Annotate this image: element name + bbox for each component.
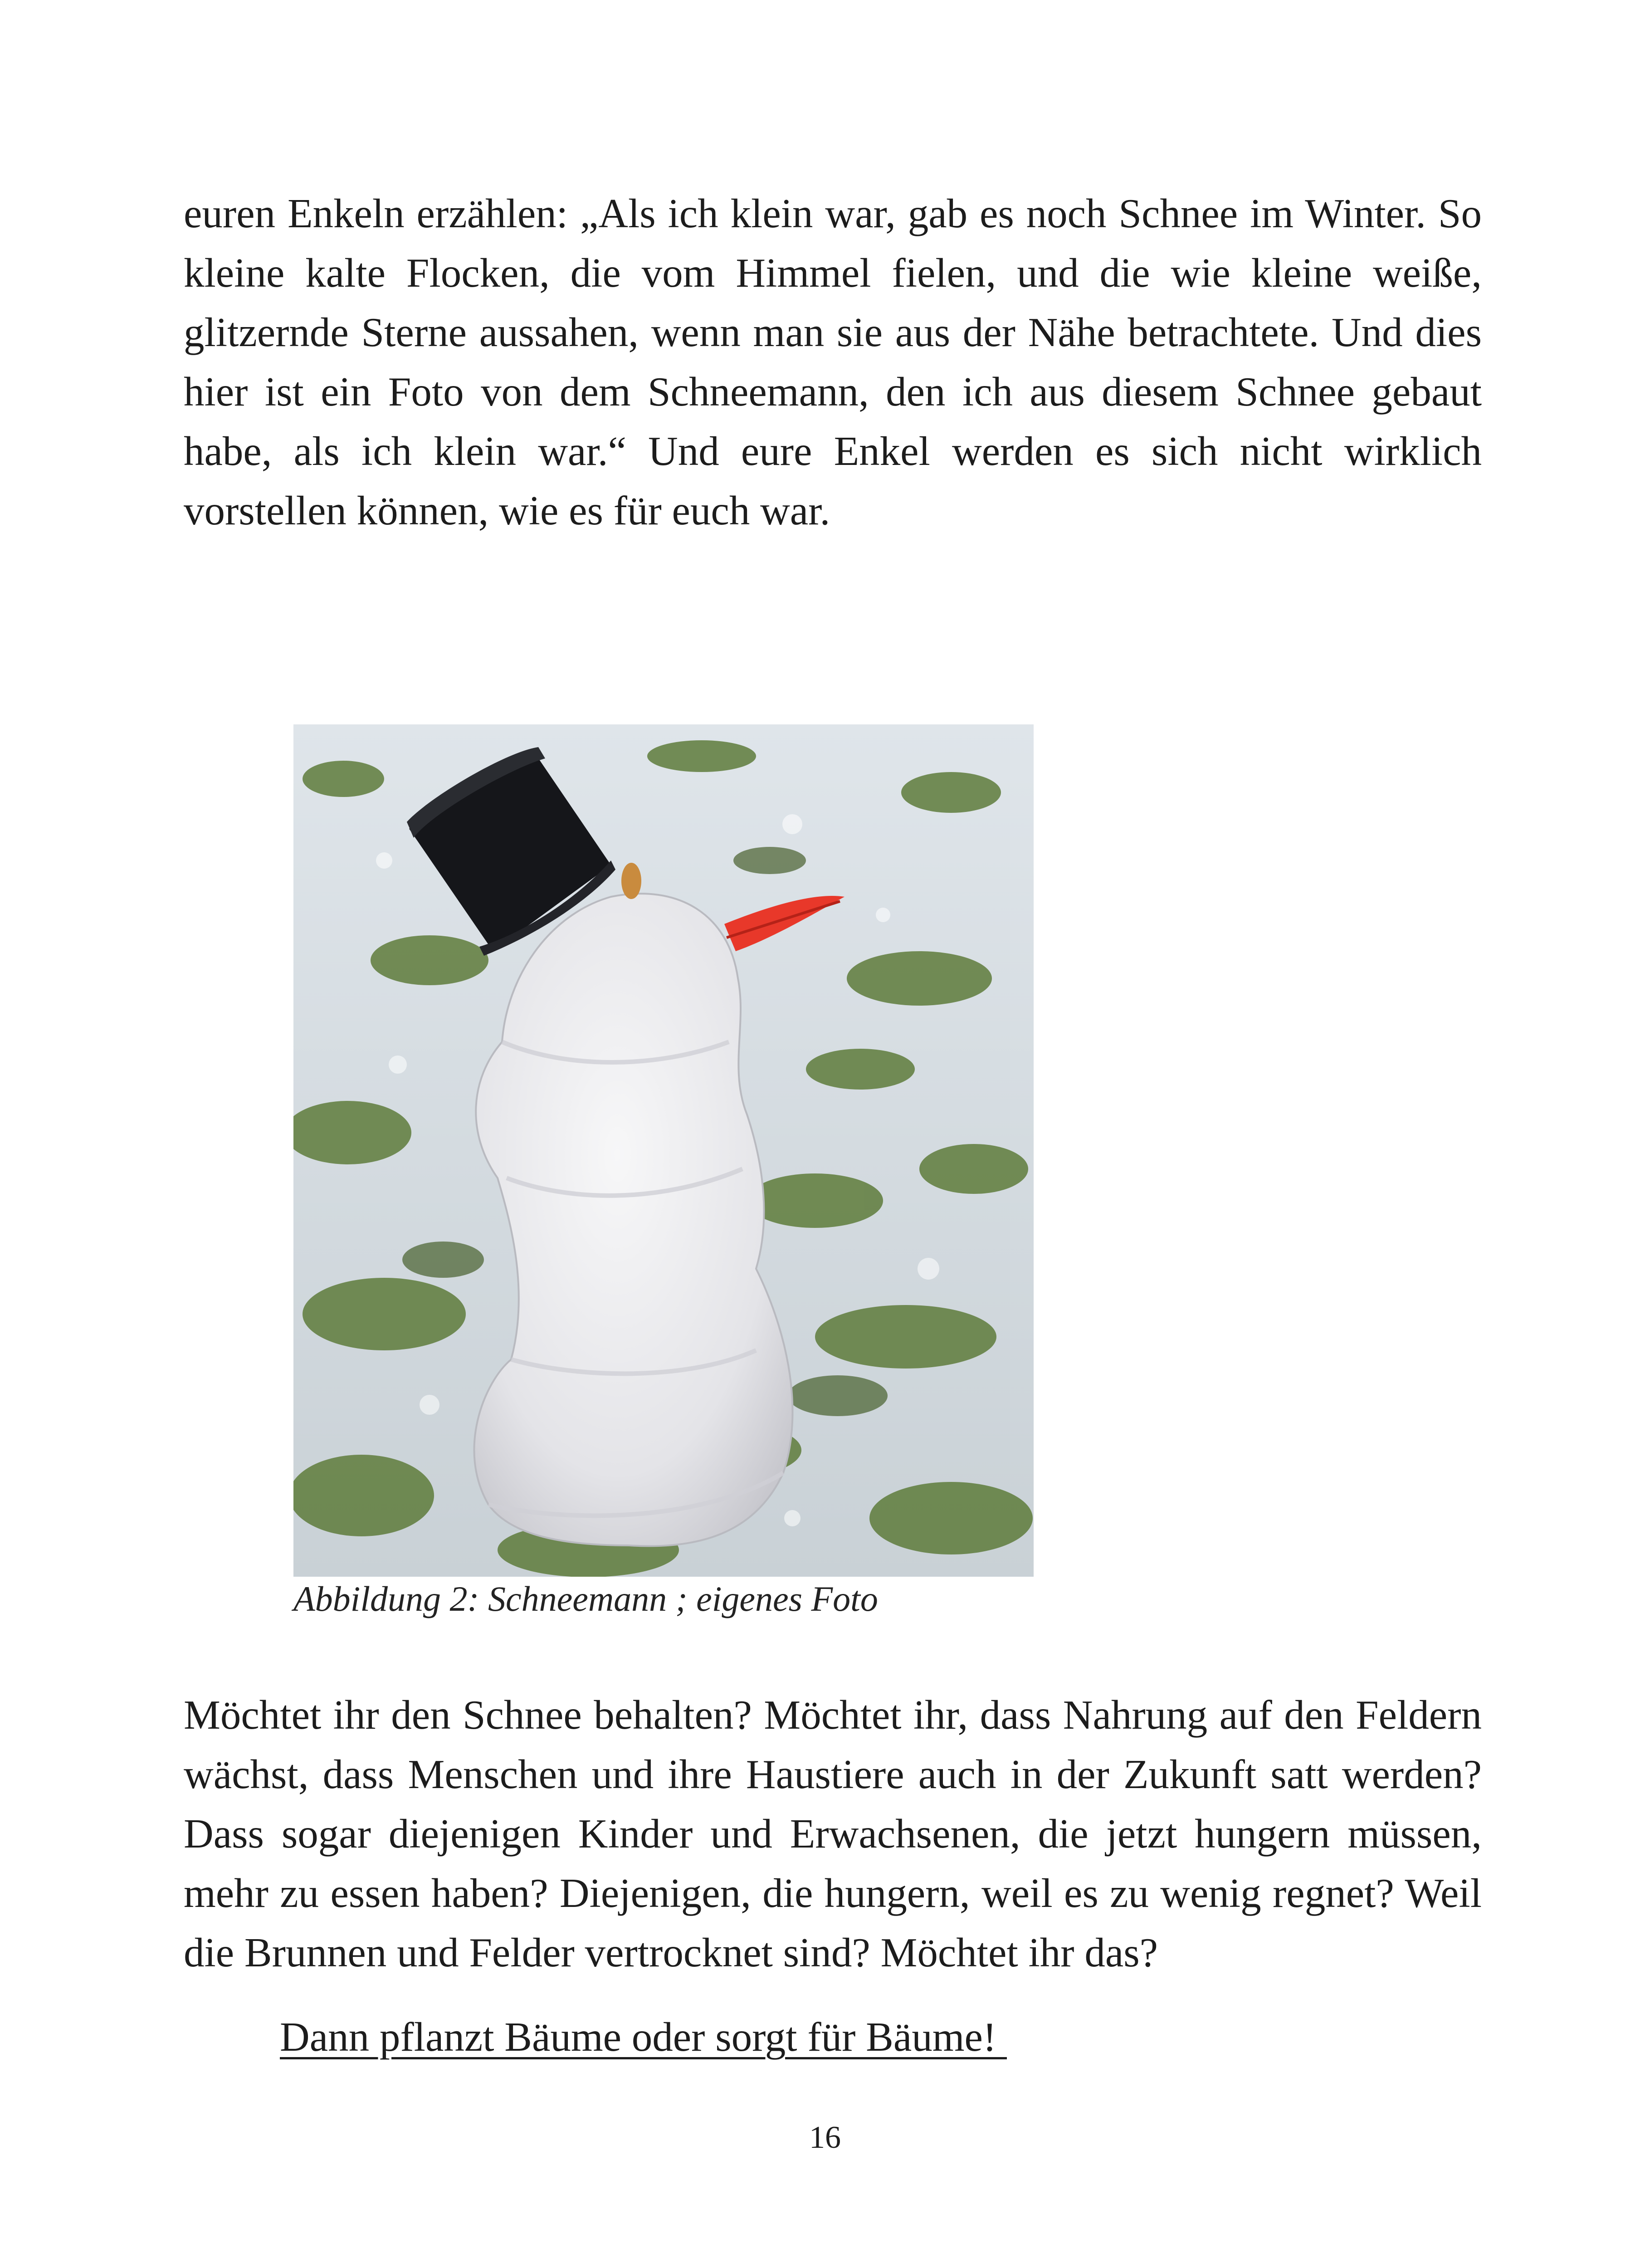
snowman-photo — [293, 724, 1034, 1577]
body-paragraph-2: Möchtet ihr den Schnee behalten? Möchtet ihr, dass Nahrung auf den Feldern wächst, dass Menschen und ihre Haustiere auch in der Zukunft satt werden? Dass sogar diejenigen Kinder und Erwachsenen, die jetzt hungern müssen, mehr zu essen haben? Diejenigen, die hungern, weil es zu wenig regnet? Weil die Brunnen und Felder vertrocknet sind? Möchtet ihr das? — [184, 1692, 1482, 1975]
page-number: 16 — [809, 2120, 841, 2155]
body-paragraph-1: euren Enkeln erzählen: „Als ich klein war, gab es noch Schnee im Winter. So kleine kalte Flocken, die vom Himmel fielen, und die wie kleine weiße, glitzernde Sterne aussahen, wenn man sie aus der Nähe betrachtete. Und dies hier ist ein Foto von dem Schneemann, den ich aus diesem Schnee gebaut habe, als ich klein war.“ Und eure Enkel werden es sich nicht wirklich vorstellen können, wie es für euch war. — [184, 191, 1482, 533]
call-to-action: Dann pflanzt Bäume oder sorgt für Bäume! — [280, 2014, 1007, 2060]
figure-caption: Abbildung 2: Schneemann ; eigenes Foto — [293, 1579, 878, 1618]
